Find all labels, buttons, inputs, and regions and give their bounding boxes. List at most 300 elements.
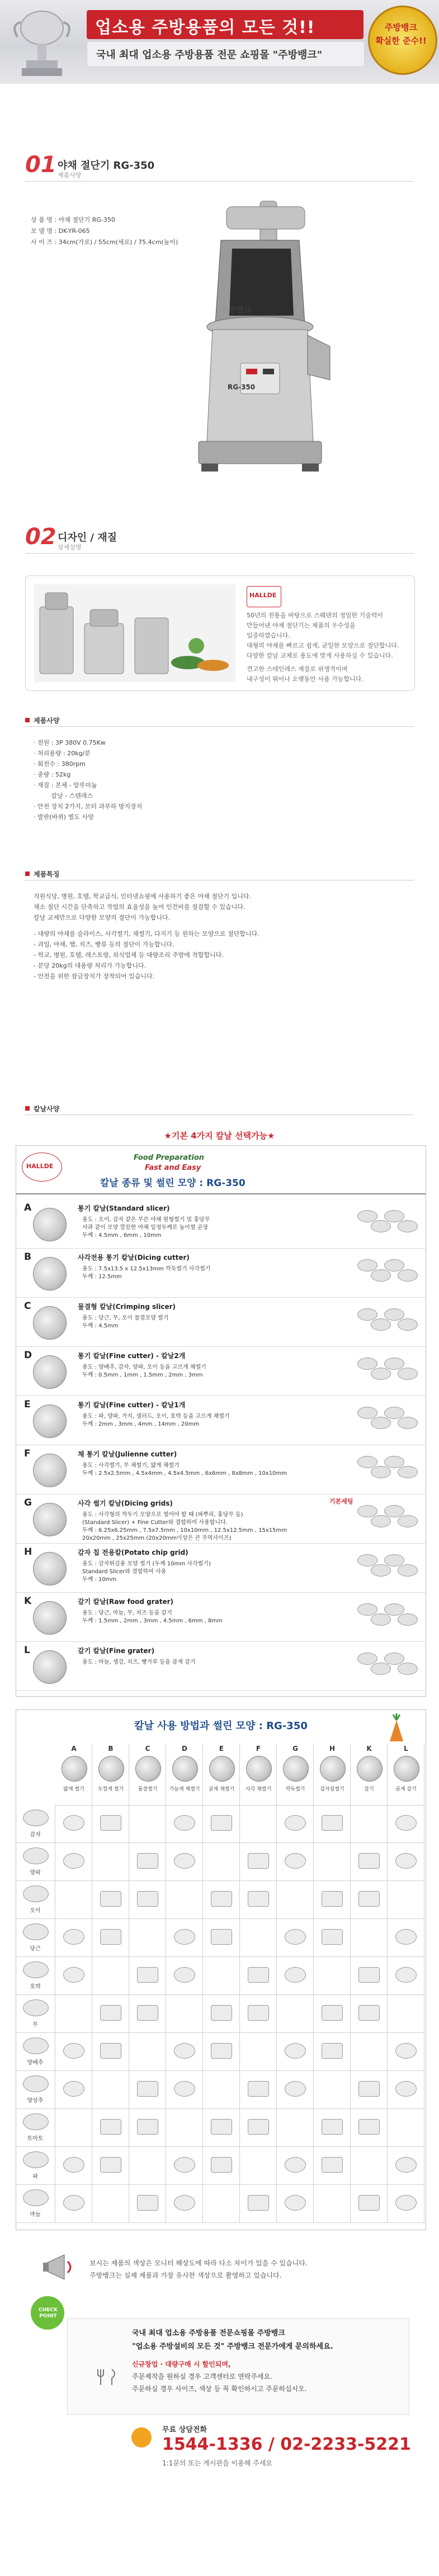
cut-shape-icon xyxy=(174,2081,195,2097)
usage-cell xyxy=(388,2147,424,2185)
usage-cell xyxy=(277,2109,314,2147)
cut-shape-icon xyxy=(137,2195,158,2211)
blade-title: 채 통기 칼날(Julienne cutter) xyxy=(78,1450,177,1458)
usage-cell xyxy=(166,1843,203,1881)
cut-shape-icon xyxy=(137,1967,158,1983)
feature-line: - 안전을 위한 잠금장치가 장착되어 있습니다. xyxy=(34,973,155,980)
vegetable-cutter-machine-image xyxy=(187,196,333,475)
usage-row-header xyxy=(16,1957,55,1995)
cut-shape-icon xyxy=(248,2195,269,2211)
row-label: 감자 xyxy=(30,1832,41,1838)
blade-row xyxy=(16,1543,426,1593)
section-divider xyxy=(25,726,414,727)
blade-detail: 용도 : 파, 양파, 가지, 샐러드, 오이, 호박 등을 고르게 채썰기 xyxy=(82,1413,230,1420)
usage-column-header xyxy=(129,1744,166,1806)
cut-shape-icon xyxy=(211,2043,232,2059)
seal-text-top: 주방뱅크 xyxy=(385,22,417,32)
usage-cell xyxy=(240,1995,277,2033)
usage-cell xyxy=(351,2071,388,2109)
usage-cell xyxy=(55,1919,92,1957)
usage-cell xyxy=(55,1957,92,1995)
cut-piece-icon xyxy=(384,1358,404,1370)
usage-cell xyxy=(92,1881,129,1919)
cut-shape-icon xyxy=(395,1967,417,1983)
usage-row-header xyxy=(16,1881,55,1919)
usage-cell xyxy=(240,2109,277,2147)
usage-cell xyxy=(240,2071,277,2109)
cut-shape-icon xyxy=(100,2157,121,2173)
cut-piece-icon xyxy=(384,1259,404,1272)
cut-shape-icon xyxy=(322,1929,343,1945)
info-line: 국내 최대 업소용 주방용품 전문쇼핑몰 주방뱅크 xyxy=(132,2329,285,2337)
cut-shape-icon xyxy=(248,1967,269,1983)
usage-cell xyxy=(92,1957,129,1995)
column-letter: H xyxy=(329,1745,336,1753)
cut-piece-icon xyxy=(357,1603,377,1616)
cut-piece-icon xyxy=(398,1368,418,1380)
cut-piece-icon xyxy=(398,1663,418,1675)
column-label: 곱게 갈기 xyxy=(395,1787,417,1792)
blade-row xyxy=(16,1494,426,1544)
cut-shape-icon xyxy=(174,1929,195,1945)
cut-piece-icon xyxy=(398,1613,418,1626)
usage-cell xyxy=(277,1805,314,1843)
usage-cell xyxy=(388,1919,424,1957)
blade-title: 통기 칼날(Standard slicer) xyxy=(78,1204,170,1212)
cut-shape-icon xyxy=(137,2081,158,2097)
usage-cell xyxy=(129,2147,166,2185)
cut-shape-icon xyxy=(285,2157,306,2173)
blade-detail: 용도 : 감자튀김용 모양 썰기 (두께 10mm 사각썰기) xyxy=(82,1561,211,1567)
cut-piece-icon xyxy=(398,1564,418,1577)
cut-shape-icon xyxy=(285,2043,306,2059)
cut-shape-icon xyxy=(63,1853,84,1869)
vegetable-icon xyxy=(23,2037,49,2054)
cut-shape-sample xyxy=(357,1354,419,1388)
cut-shape-sample xyxy=(357,1256,419,1289)
cut-piece-icon xyxy=(384,1554,404,1566)
blade-letter: K xyxy=(24,1596,32,1607)
cut-shape-icon xyxy=(285,2081,306,2097)
usage-cell xyxy=(203,2147,240,2185)
blade-disc-icon xyxy=(246,1756,272,1782)
cut-piece-icon xyxy=(371,1417,391,1429)
cut-shape-icon xyxy=(63,2195,84,2211)
usage-cell xyxy=(92,1805,129,1843)
cut-shape-icon xyxy=(248,2081,269,2097)
cut-shape-sample xyxy=(357,1600,419,1634)
section-title-02: 디자인 / 재질 xyxy=(58,532,117,544)
blade-disc-icon xyxy=(357,1756,383,1782)
usage-column-header xyxy=(92,1744,129,1806)
trophy-icon xyxy=(8,6,75,81)
cut-shape-icon xyxy=(174,2043,195,2059)
blade-disc-icon xyxy=(62,1756,87,1782)
feature-list xyxy=(34,891,408,982)
blade-disc-icon xyxy=(33,1306,67,1340)
usage-cell xyxy=(240,1881,277,1919)
usage-cell xyxy=(277,1919,314,1957)
vegetable-icon xyxy=(23,1810,49,1826)
info-line: 주문하실 경우 사이즈, 색상 등 꼭 확인하시고 주문하십시오. xyxy=(132,2385,307,2393)
blade-disc-icon xyxy=(33,1601,67,1635)
usage-cell xyxy=(166,2147,203,2185)
section-number-02: 02 xyxy=(25,524,56,550)
spec-list xyxy=(31,215,178,249)
spec-detail-line: 칼날 - 스텐레스 xyxy=(34,792,93,799)
spec-value: : 34cm(가로) / 55cm(세로) / 75.4cm(높이) xyxy=(54,239,178,246)
blade-letter: F xyxy=(24,1448,31,1459)
usage-cell xyxy=(388,1881,424,1919)
cut-shape-icon xyxy=(63,1967,84,1983)
watermark-text: 주방뱅크 xyxy=(221,306,252,315)
usage-cell xyxy=(92,1995,129,2033)
phone-number[interactable]: 1544-1336 / 02-2233-5221 xyxy=(162,2435,411,2454)
blade-title: 사각전용 통기 칼날(Dicing cutter) xyxy=(78,1254,190,1261)
cut-piece-icon xyxy=(357,1505,377,1517)
cut-piece-icon xyxy=(371,1564,391,1577)
usage-cell xyxy=(351,1919,388,1957)
blade-usage-chart xyxy=(16,1710,426,2230)
usage-cell xyxy=(166,2109,203,2147)
hallde-logo-text: HALLDE xyxy=(249,592,277,599)
blade-detail: (Standard Slicer) + Fine Cutter와 결합하여 사용합니다. xyxy=(82,1520,228,1526)
column-label: 깍둑썰기 xyxy=(285,1787,305,1792)
blade-row xyxy=(16,1248,426,1298)
column-letter: L xyxy=(404,1745,408,1753)
blade-letter: B xyxy=(24,1251,31,1263)
feature-heading: 제품특징 xyxy=(34,870,60,878)
cut-piece-icon xyxy=(371,1663,391,1675)
blade-detail: 두께 : 2mm , 3mm , 4mm , 14mm , 20mm xyxy=(82,1421,200,1427)
column-letter: B xyxy=(108,1745,114,1753)
usage-cell xyxy=(203,2109,240,2147)
row-label: 무 xyxy=(32,2022,38,2028)
cut-shape-icon xyxy=(285,1967,306,1983)
usage-cell xyxy=(55,1843,92,1881)
design-paragraph: 만들어낸 야채 절단기는 제품의 우수성을 xyxy=(247,622,356,629)
cut-piece-icon xyxy=(357,1308,377,1321)
section-subtitle-01: 제품사양 xyxy=(58,172,82,179)
usage-cell xyxy=(129,1881,166,1919)
blade-disc-icon xyxy=(33,1404,67,1438)
cut-piece-icon xyxy=(357,1407,377,1419)
vegetable-icon xyxy=(23,1923,49,1940)
feature-line: - 대량의 야채를 슬라이스, 사각썰기, 채썰기, 다지기 등 원하는 모양으로 절단합니다. xyxy=(34,930,259,937)
board-notice[interactable]: 1:1문의 또는 게시판을 이용해 주세요 xyxy=(162,2459,272,2467)
column-letter: C xyxy=(145,1745,150,1753)
column-label: 두껍게 썰기 xyxy=(97,1787,124,1792)
blade-disc-icon xyxy=(98,1756,124,1782)
usage-cell xyxy=(55,2147,92,2185)
cut-shape-sample xyxy=(357,1207,419,1240)
spec-value: : DK-YR-065 xyxy=(54,227,90,235)
usage-cell xyxy=(314,2185,351,2223)
blade-disc-icon xyxy=(33,1650,67,1684)
cut-shape-icon xyxy=(395,1853,417,1869)
usage-cell xyxy=(92,1843,129,1881)
usage-cell xyxy=(129,2109,166,2147)
bullet-icon xyxy=(25,872,30,876)
blade-types-chart xyxy=(16,1145,426,1697)
blade-detail: 두께 : 6.25x6.25mm , 7.5x7.5mm , 10x10mm , 12.5x12.5mm , 15x15mm xyxy=(82,1527,287,1534)
usage-cell xyxy=(314,1805,351,1843)
usage-cell xyxy=(314,2033,351,2071)
blade-detail: 용도 : 사각형의 깍두기 모양으로 썰어야 할 때 (파뿌리, 홍당무 등) xyxy=(82,1512,243,1518)
blade-detail: 용도 : 오이, 감자 같은 무른 야채 원형썰기 및 홍당무 xyxy=(82,1217,210,1223)
usage-cell xyxy=(388,1843,424,1881)
usage-cell xyxy=(388,2033,424,2071)
row-label: 파 xyxy=(32,2174,38,2180)
usage-cell xyxy=(277,1881,314,1919)
usage-cell xyxy=(388,2185,424,2223)
cut-shape-sample xyxy=(357,1502,419,1535)
blade-detail: 용도 : 7.5x13.5 x 12.5x13mm 깍둑썰기 사각썰기 xyxy=(82,1266,211,1272)
usage-cell xyxy=(351,2185,388,2223)
usage-cell xyxy=(388,2071,424,2109)
cut-shape-icon xyxy=(358,2119,380,2135)
column-label: 갈기 xyxy=(364,1787,374,1792)
feature-line: 직원식당, 병원, 호텔, 학교급식, 인터넷쇼핑에 사용하기 좋은 야채 절단기 입니다. xyxy=(34,893,251,900)
usage-cell xyxy=(351,2033,388,2071)
cut-shape-icon xyxy=(63,2081,84,2097)
check-point-label: CHECK POINT xyxy=(39,2307,58,2319)
usage-row-header xyxy=(16,1919,55,1957)
cut-shape-sample xyxy=(357,1403,419,1437)
usage-cell xyxy=(203,2071,240,2109)
cut-shape-icon xyxy=(174,2195,195,2211)
cut-shape-icon xyxy=(285,2195,306,2211)
cut-piece-icon xyxy=(371,1466,391,1478)
cut-shape-icon xyxy=(322,1891,343,1907)
blade-title: 통기 칼날(Fine cutter) - 칼날2개 xyxy=(78,1352,186,1360)
usage-cell xyxy=(388,1995,424,2033)
info-line: 주문제작을 원하실 경우 고객센터로 연락주세요. xyxy=(132,2373,272,2380)
usage-cell xyxy=(92,2071,129,2109)
spec-detail-line: · 회전수 : 380rpm xyxy=(34,760,86,768)
spec-detail-line: · 전원 : 3P 380V 0.75Kw xyxy=(34,739,106,746)
cut-shape-sample xyxy=(357,1551,419,1584)
blade-detail: 용도 : 양배추, 감자, 양파, 오이 등을 고르게 채썰기 xyxy=(82,1364,206,1370)
usage-cell xyxy=(277,1957,314,1995)
usage-cell xyxy=(240,2185,277,2223)
top-banner xyxy=(0,0,439,84)
usage-cell xyxy=(129,2071,166,2109)
blade-letter: C xyxy=(24,1301,31,1312)
cut-shape-icon xyxy=(395,2195,417,2211)
cut-piece-icon xyxy=(371,1613,391,1626)
design-description xyxy=(247,611,409,684)
blade-disc-icon xyxy=(394,1756,419,1782)
blade-choice-banner: ★기본 4가지 칼날 선택가능★ xyxy=(164,1131,275,1141)
spec-label: 모 델 명 xyxy=(31,227,53,235)
cut-shape-icon xyxy=(174,1967,195,1983)
cut-shape-icon xyxy=(322,2005,343,2021)
usage-cell xyxy=(314,1995,351,2033)
cut-shape-icon xyxy=(358,1853,380,1869)
cut-shape-icon xyxy=(358,1891,380,1907)
cut-piece-icon xyxy=(357,1259,377,1272)
usage-cell xyxy=(129,1805,166,1843)
usage-cell xyxy=(277,2033,314,2071)
cut-shape-icon xyxy=(285,1929,306,1945)
cut-shape-icon xyxy=(285,1853,306,1869)
cut-shape-icon xyxy=(395,1929,417,1945)
chart2-title: 칼날 사용 방법과 썰린 모양 : RG-350 xyxy=(134,1720,308,1732)
usage-cell xyxy=(203,1881,240,1919)
usage-cell xyxy=(388,2109,424,2147)
cut-piece-icon xyxy=(398,1417,418,1429)
color-notice-2: 주방뱅크는 실제 제품과 가장 유사한 색상으로 촬영하고 있습니다. xyxy=(89,2272,282,2279)
usage-row-header xyxy=(16,1805,55,1843)
usage-row-header xyxy=(16,2033,55,2071)
usage-cell xyxy=(92,2033,129,2071)
usage-cell xyxy=(351,2147,388,2185)
cut-shape-icon xyxy=(137,2005,158,2021)
spec-detail-line: · 중량 : 52kg xyxy=(34,771,71,778)
blade-disc-icon xyxy=(283,1756,309,1782)
usage-row-header xyxy=(16,1995,55,2033)
cut-piece-icon xyxy=(384,1456,404,1468)
cut-shape-icon xyxy=(285,1815,306,1831)
design-paragraph: 견고한 스테인레스 재질로 위생적이며 xyxy=(247,665,348,673)
usage-cell xyxy=(240,1957,277,1995)
cut-shape-icon xyxy=(137,2119,158,2135)
blade-row xyxy=(16,1346,426,1396)
cut-shape-icon xyxy=(100,2043,121,2059)
cut-shape-icon xyxy=(395,2043,417,2059)
usage-cell xyxy=(277,2185,314,2223)
cut-shape-icon xyxy=(322,2043,343,2059)
usage-cell xyxy=(55,1881,92,1919)
usage-column-header xyxy=(203,1744,240,1806)
feature-line: 채소 절단 시간을 단축하고 작업의 효율성을 높여 인건비를 절감할 수 있습니다. xyxy=(34,903,246,911)
cut-shape-icon xyxy=(211,1815,232,1831)
machine-model-label: RG-350 xyxy=(228,383,256,391)
row-label: 양배추 xyxy=(27,2060,44,2066)
column-letter: K xyxy=(366,1745,372,1753)
column-letter: E xyxy=(219,1745,224,1753)
usage-cell xyxy=(92,2147,129,2185)
usage-cell xyxy=(92,2109,129,2147)
cut-piece-icon xyxy=(384,1407,404,1419)
blade-detail: Standard Slicer와 결합하여 사용 xyxy=(82,1569,167,1575)
chart1-header-rule xyxy=(16,1193,426,1194)
usage-row-header xyxy=(16,2109,55,2147)
banner-title: 업소용 주방용품의 모든 것!! xyxy=(95,18,315,37)
carrot-icon xyxy=(380,1713,413,1747)
cut-shape-icon xyxy=(174,2157,195,2173)
cut-piece-icon xyxy=(371,1220,391,1232)
usage-cell xyxy=(55,2033,92,2071)
cut-piece-icon xyxy=(357,1358,377,1370)
feature-line: - 분당 20kg의 대용량 처리가 가능합니다. xyxy=(34,962,147,969)
cut-piece-icon xyxy=(384,1505,404,1517)
blade-letter: L xyxy=(24,1645,30,1656)
chart1-title: 칼날 종류 및 썰린 모양 : RG-350 xyxy=(100,1178,246,1189)
cut-shape-icon xyxy=(248,2119,269,2135)
cut-shape-icon xyxy=(395,2157,417,2173)
feature-line: - 과일, 야채, 햄, 치즈, 빵류 등의 절단이 가능합니다. xyxy=(34,941,174,948)
cut-shape-icon xyxy=(100,1891,121,1907)
cut-shape-icon xyxy=(248,1853,269,1869)
usage-column-header xyxy=(166,1744,203,1806)
cut-shape-icon xyxy=(358,2005,380,2021)
cut-piece-icon xyxy=(398,1318,418,1331)
section-title-01: 야채 절단기 RG-350 xyxy=(58,160,155,172)
usage-row-header xyxy=(16,1843,55,1881)
product-photo-collage xyxy=(34,584,235,682)
cut-piece-icon xyxy=(371,1318,391,1331)
cut-piece-icon xyxy=(384,1210,404,1222)
cut-shape-icon xyxy=(395,1815,417,1831)
cut-piece-icon xyxy=(398,1515,418,1527)
cut-piece-icon xyxy=(384,1308,404,1321)
blade-row xyxy=(16,1592,426,1642)
blade-detail: 용도 : 당근, 무, 오이 물결모양 썰기 xyxy=(82,1315,169,1321)
design-paragraph: 다양한 칼날 교체로 용도에 맞게 사용하실 수 있습니다. xyxy=(247,652,393,659)
usage-cell xyxy=(314,2109,351,2147)
spec-detail-line: · 처리용량 : 20kg/분 xyxy=(34,750,91,757)
blade-disc-icon xyxy=(33,1552,67,1585)
usage-cell xyxy=(277,1995,314,2033)
usage-cell xyxy=(166,1805,203,1843)
vegetable-icon xyxy=(23,2075,49,2092)
usage-cell xyxy=(314,2147,351,2185)
usage-column-header xyxy=(314,1744,351,1806)
spec-value: : 야채 절단기 RG-350 xyxy=(54,216,115,223)
bullet-icon xyxy=(25,1106,30,1111)
cut-shape-icon xyxy=(100,2119,121,2135)
cut-shape-icon xyxy=(358,1967,380,1983)
cut-shape-icon xyxy=(137,1853,158,1869)
feature-line: - 학교, 병원, 호텔, 레스토랑, 외식업체 등 대량조리 주방에 적합합니다. xyxy=(34,951,224,959)
blade-detail: 두께 : 2.5x2.5mm , 4.5x4mm , 4.5x4.5mm , 6x6mm , 8x8mm , 10x10mm xyxy=(82,1470,287,1477)
blade-detail: 용도 : 사각썰기, 무 채썰기, 얇게 채썰기 xyxy=(82,1463,180,1469)
cut-piece-icon xyxy=(357,1653,377,1665)
usage-cell xyxy=(129,1919,166,1957)
blade-row xyxy=(16,1199,426,1249)
cut-piece-icon xyxy=(398,1466,418,1478)
cut-shape-icon xyxy=(322,2157,343,2173)
fork-knife-icon xyxy=(95,2366,129,2388)
spec-detail-line: · 재질 : 본체 - 알루미늄 xyxy=(34,782,97,789)
blade-letter: G xyxy=(24,1497,32,1508)
cut-piece-icon xyxy=(384,1653,404,1665)
usage-row-header xyxy=(16,2071,55,2109)
usage-cell xyxy=(277,2071,314,2109)
feature-line xyxy=(34,923,408,928)
usage-cell xyxy=(92,1919,129,1957)
column-letter: G xyxy=(292,1745,298,1753)
column-letter: A xyxy=(71,1745,77,1753)
bullet-icon xyxy=(25,718,30,722)
column-label: 굵게 채썰기 xyxy=(208,1787,235,1792)
usage-cell xyxy=(351,1843,388,1881)
usage-cell xyxy=(129,2033,166,2071)
blade-disc-icon xyxy=(209,1756,235,1782)
usage-cell xyxy=(55,2185,92,2223)
blade-row xyxy=(16,1396,426,1445)
cut-shape-icon xyxy=(63,1815,84,1831)
spec-detail-line: · 발판(바퀴) 별도 사양 xyxy=(34,813,94,821)
blade-title: 갈기 칼날(Raw food grater) xyxy=(78,1598,173,1606)
design-detail-box xyxy=(25,575,415,691)
usage-cell xyxy=(314,2071,351,2109)
cut-shape-icon xyxy=(211,1929,232,1945)
section-divider xyxy=(25,553,414,554)
cut-shape-icon xyxy=(395,2081,417,2097)
